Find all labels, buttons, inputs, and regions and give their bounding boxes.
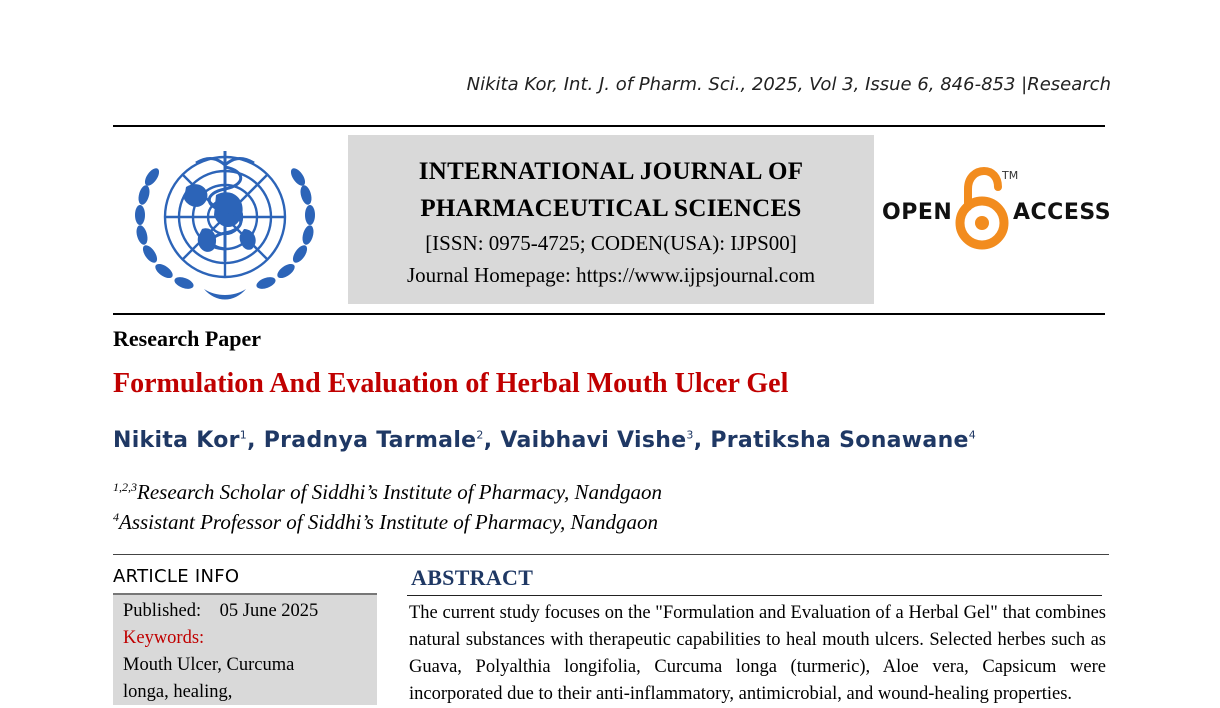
author-name: Vaibhavi Vishe [500,428,687,453]
author-affiliation-mark: 4 [968,428,977,442]
open-access-open-text: OPEN [882,200,953,225]
journal-emblem-logo [126,137,324,305]
journal-homepage: Journal Homepage: https://www.ijpsjournal.com [406,263,816,287]
author-separator: , [693,428,711,453]
article-info-box [113,595,377,705]
header-rule-bottom [113,313,1105,315]
author-separator: , [483,428,501,453]
keywords-line: longa, healing, [123,682,233,702]
keywords-line: Mouth Ulcer, Curcuma [123,655,295,675]
section-divider [113,554,1109,555]
open-access-access-text: ACCESS [1013,200,1112,225]
author-affiliation-mark: 2 [476,428,484,442]
journal-name-line2: PHARMACEUTICAL SCIENCES [420,195,802,222]
affiliation [113,480,662,505]
affiliation-text: Assistant Professor of Siddhi’s Institute of Pharmacy, Nandgaon [119,510,659,534]
header-rule-top [113,125,1105,127]
author-list [113,428,976,453]
published-row [123,598,367,625]
abstract-text: The current study focuses on the "Formulation and Evaluation of a Herbal Gel" that combines natural substances with therapeutic capabilities to heal mouth ulcers. Selected herbes such as Guava, Polyalthia longifolia, Curcuma longa (turmeric), Aloe vera, Capsicum were incorporated due to their anti-inflammatory, antimicrobial, and wound-healing properties. [409,603,1106,704]
author-name: Pradnya Tarmale [263,428,477,453]
author-name: Pratiksha Sonawane [710,428,969,453]
paper-title: Formulation And Evaluation of Herbal Mouth Ulcer Gel [113,368,789,399]
author-affiliation-mark: 3 [686,428,694,442]
journal-masthead [348,135,874,304]
affiliation [113,510,658,535]
published-label: Published: [123,601,202,621]
author-separator: , [247,428,264,453]
paper-type: Research Paper [113,326,262,351]
affiliation-mark: 1,2,3 [113,480,137,494]
open-access-trademark: TM [1002,169,1019,182]
published-date: 05 June 2025 [219,601,319,621]
keywords-label: Keywords: [123,628,205,648]
affiliation-mark: 4 [113,510,119,524]
journal-name-line1: INTERNATIONAL JOURNAL OF [418,158,804,185]
author-affiliation-mark: 1 [239,428,248,442]
journal-issn: [ISSN: 0975-4725; CODEN(USA): IJPS00] [425,231,797,255]
running-header-citation: Nikita Kor, Int. J. of Pharm. Sci., 2025, Vol 3, Issue 6, 846-853 |Research [466,74,1111,95]
article-info-heading: ARTICLE INFO [113,566,240,587]
abstract-heading: ABSTRACT [411,565,534,590]
open-access-logo [880,165,1110,253]
abstract-rule [407,595,1102,596]
affiliation-text: Research Scholar of Siddhi’s Institute of Pharmacy, Nandgaon [137,480,662,504]
author-name: Nikita Kor [113,428,240,453]
